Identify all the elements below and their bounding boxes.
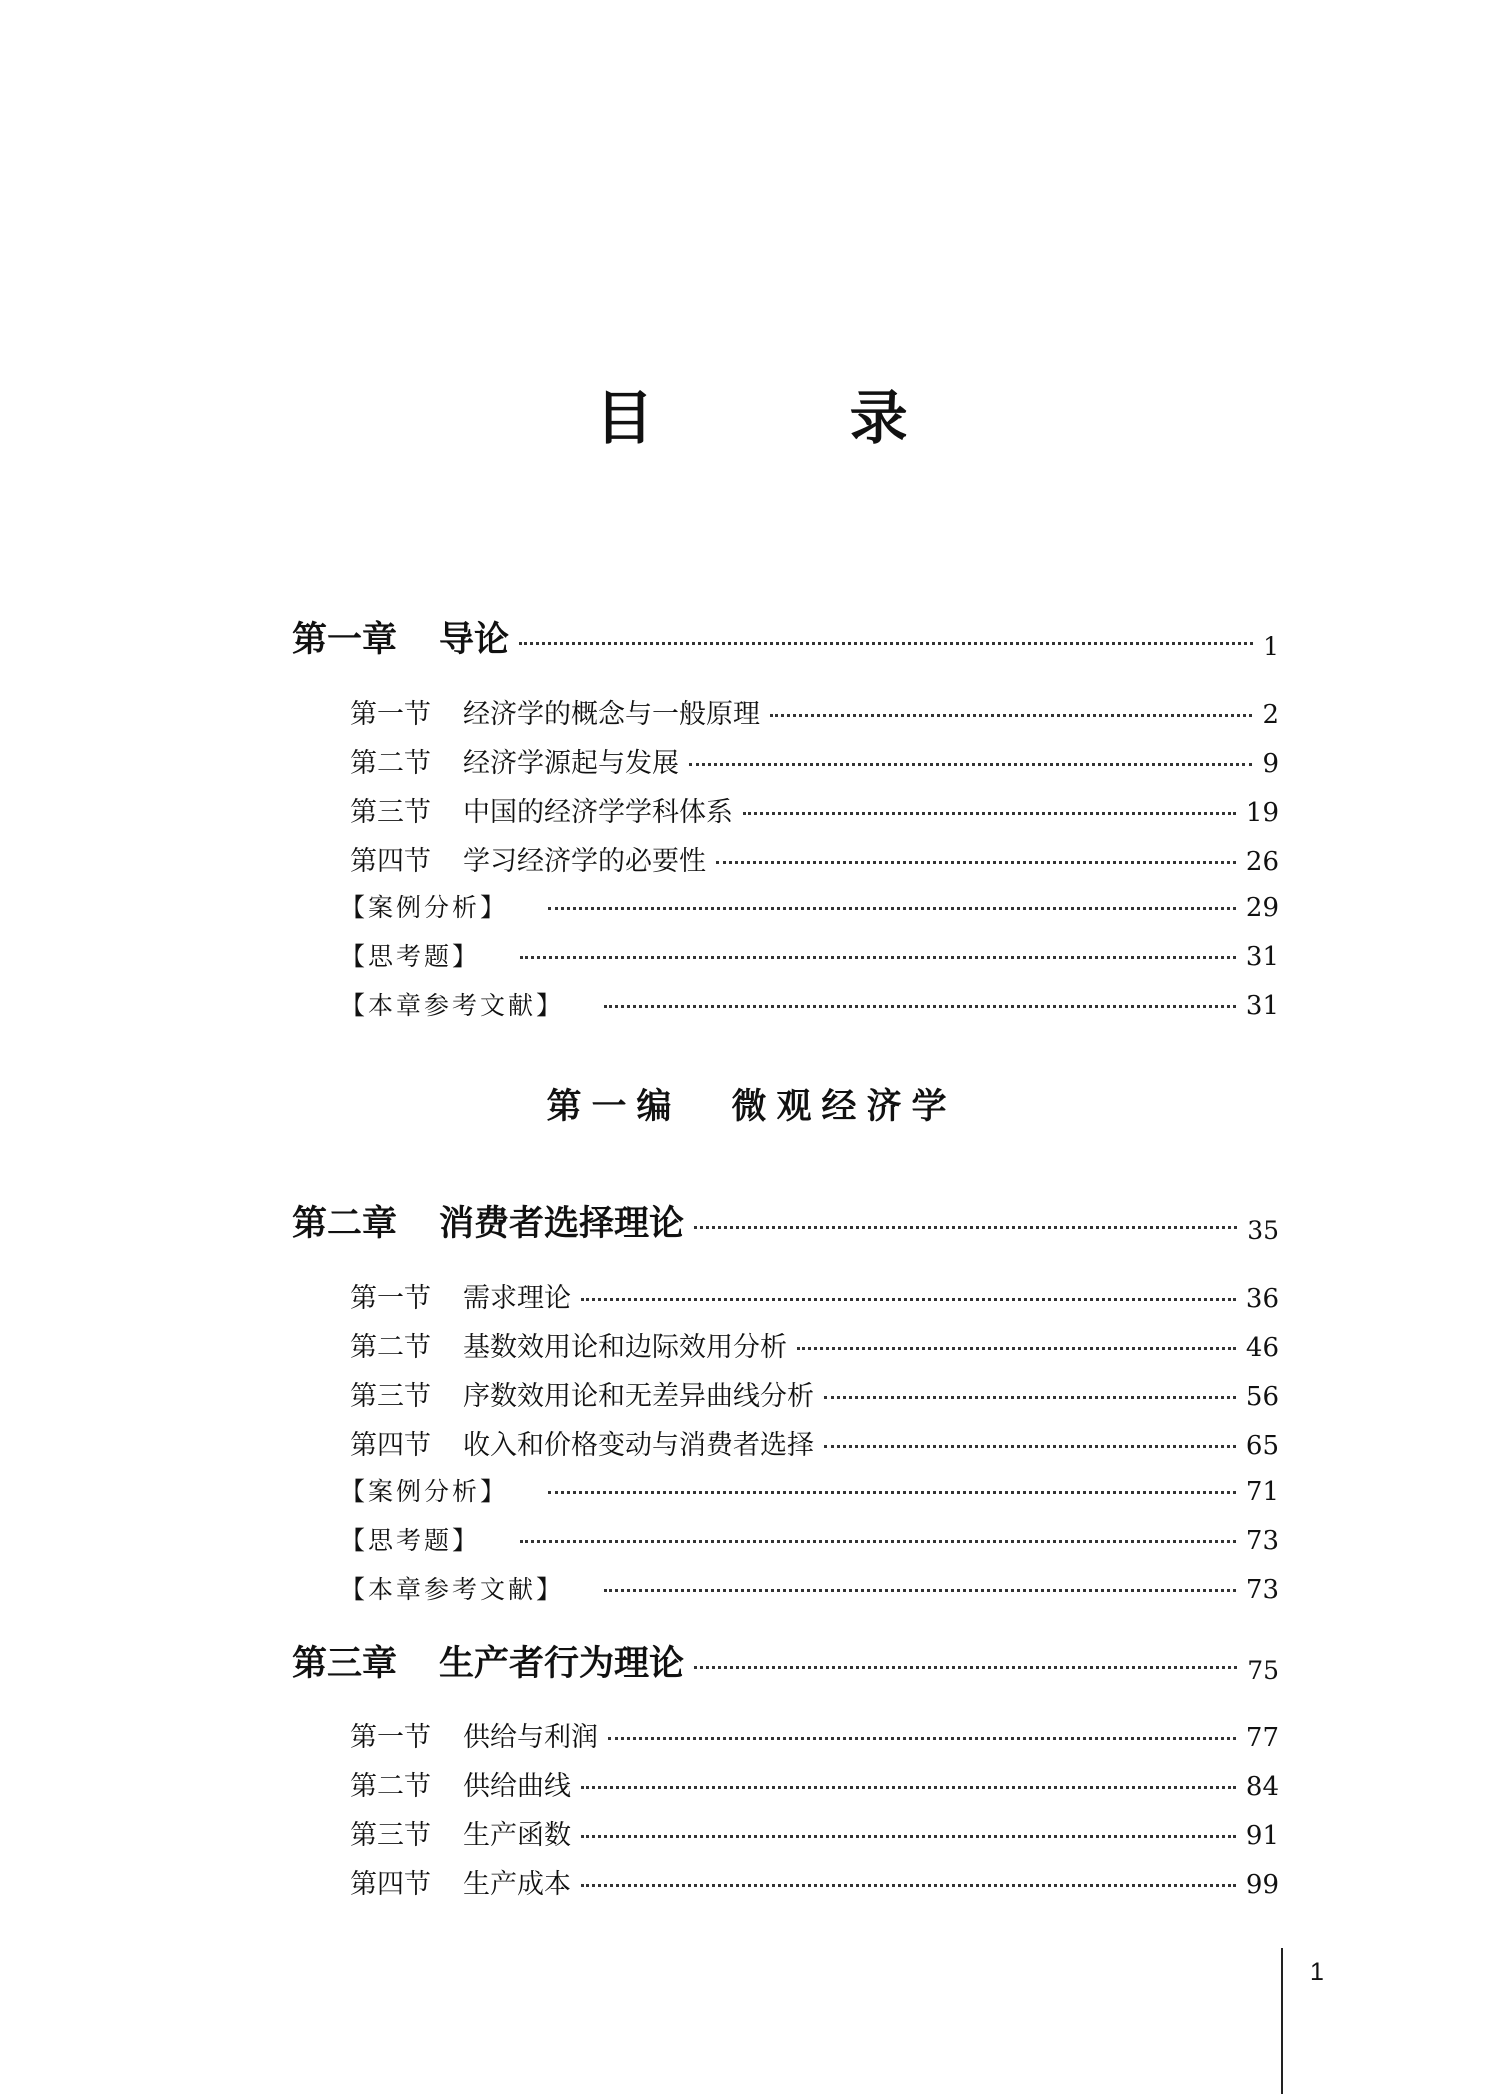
section-number: 第三节 <box>350 797 431 828</box>
dot-leader <box>604 1005 1236 1008</box>
dot-leader <box>824 1445 1236 1448</box>
toc-extra[interactable] <box>340 1570 1279 1614</box>
section-title: 生产函数 <box>463 1820 571 1851</box>
dot-leader <box>797 1347 1236 1350</box>
page-ref: 29 <box>1245 893 1279 923</box>
toc-title: 目 录 <box>595 384 996 452</box>
chapter-title: 生产者行为理论 <box>439 1643 685 1684</box>
section-number: 第一节 <box>350 1722 431 1753</box>
section-number: 第一节 <box>350 699 431 730</box>
toc-section[interactable] <box>350 1276 1279 1320</box>
section-number: 第二节 <box>350 1771 431 1802</box>
chapter-number: 第一章 <box>292 619 398 660</box>
toc-chapter-1[interactable] <box>292 612 1279 672</box>
dot-leader <box>520 1540 1236 1543</box>
toc-section[interactable] <box>350 1423 1279 1467</box>
toc-section[interactable] <box>350 1862 1279 1906</box>
page-ref: 73 <box>1245 1575 1279 1605</box>
page-number: 1 <box>1310 1958 1324 1986</box>
section-number: 第四节 <box>350 846 431 877</box>
page-ref: 2 <box>1262 700 1279 730</box>
page-ref: 77 <box>1245 1723 1279 1753</box>
section-number: 第四节 <box>350 1869 431 1900</box>
section-title: 供给与利润 <box>463 1722 598 1753</box>
page-ref: 9 <box>1262 749 1279 779</box>
chapter-number: 第二章 <box>292 1203 398 1244</box>
page-ref: 75 <box>1247 1656 1279 1685</box>
dot-leader <box>581 1884 1236 1887</box>
section-title: 经济学源起与发展 <box>463 748 679 779</box>
toc-section[interactable] <box>350 1715 1279 1759</box>
page-ref: 65 <box>1245 1431 1279 1461</box>
dot-leader <box>548 907 1236 910</box>
page-ref: 71 <box>1245 1477 1279 1507</box>
chapter-number: 第三章 <box>292 1643 398 1684</box>
extra-title: 【思考题】 <box>340 942 481 971</box>
section-title: 中国的经济学学科体系 <box>463 797 733 828</box>
dot-leader <box>716 861 1236 864</box>
page-ref: 31 <box>1245 942 1279 972</box>
section-number: 第四节 <box>350 1430 431 1461</box>
toc-section[interactable] <box>350 839 1279 883</box>
toc-section[interactable] <box>350 790 1279 834</box>
page-ref: 1 <box>1263 632 1279 661</box>
dot-leader <box>694 1226 1237 1229</box>
section-number: 第一节 <box>350 1283 431 1314</box>
extra-title: 【案例分析】 <box>340 893 509 922</box>
chapter-title: 导论 <box>439 619 510 660</box>
section-number: 第二节 <box>350 748 431 779</box>
dot-leader <box>581 1835 1236 1838</box>
toc-section[interactable] <box>350 1374 1279 1418</box>
page-margin-rule <box>1281 1948 1283 2094</box>
page-ref: 35 <box>1247 1216 1279 1245</box>
page-ref: 36 <box>1245 1284 1279 1314</box>
dot-leader <box>689 763 1252 766</box>
toc-extra[interactable] <box>340 937 1279 981</box>
extra-title: 【案例分析】 <box>340 1477 509 1506</box>
section-number: 第三节 <box>350 1820 431 1851</box>
dot-leader <box>770 714 1252 717</box>
part-number: 第一编 <box>546 1086 682 1127</box>
toc-section[interactable] <box>350 741 1279 785</box>
section-title: 基数效用论和边际效用分析 <box>463 1332 787 1363</box>
extra-title: 【本章参考文献】 <box>340 991 565 1020</box>
page-ref: 84 <box>1245 1772 1279 1802</box>
toc-chapter-2[interactable] <box>292 1196 1279 1256</box>
extra-title: 【思考题】 <box>340 1526 481 1555</box>
part-title: 微观经济学 <box>731 1086 957 1127</box>
dot-leader <box>581 1298 1236 1301</box>
dot-leader <box>520 956 1236 959</box>
dot-leader <box>743 812 1236 815</box>
toc-chapter-3[interactable] <box>292 1636 1279 1696</box>
page-ref: 26 <box>1245 847 1279 877</box>
section-title: 收入和价格变动与消费者选择 <box>463 1430 814 1461</box>
dot-leader <box>608 1737 1236 1740</box>
section-title: 生产成本 <box>463 1869 571 1900</box>
dot-leader <box>694 1666 1237 1669</box>
section-title: 学习经济学的必要性 <box>463 846 706 877</box>
page-ref: 56 <box>1245 1382 1279 1412</box>
dot-leader <box>581 1786 1236 1789</box>
dot-leader <box>548 1491 1236 1494</box>
toc-section[interactable] <box>350 692 1279 736</box>
page-ref: 19 <box>1245 798 1279 828</box>
section-number: 第三节 <box>350 1381 431 1412</box>
chapter-title: 消费者选择理论 <box>439 1203 685 1244</box>
toc-extra[interactable] <box>340 1521 1279 1565</box>
section-title: 需求理论 <box>463 1283 571 1314</box>
toc-extra[interactable] <box>340 888 1279 932</box>
section-number: 第二节 <box>350 1332 431 1363</box>
dot-leader <box>604 1589 1236 1592</box>
toc-extra[interactable] <box>340 986 1279 1030</box>
page-ref: 73 <box>1245 1526 1279 1556</box>
page-ref: 91 <box>1245 1821 1279 1851</box>
toc-section[interactable] <box>350 1813 1279 1857</box>
toc-section[interactable] <box>350 1325 1279 1369</box>
page-ref: 31 <box>1245 991 1279 1021</box>
toc-extra[interactable] <box>340 1472 1279 1516</box>
dot-leader <box>519 642 1253 645</box>
dot-leader <box>824 1396 1236 1399</box>
page-ref: 99 <box>1245 1870 1279 1900</box>
part-heading <box>0 1079 1503 1129</box>
toc-section[interactable] <box>350 1764 1279 1808</box>
section-title: 经济学的概念与一般原理 <box>463 699 760 730</box>
extra-title: 【本章参考文献】 <box>340 1575 565 1604</box>
section-title: 供给曲线 <box>463 1771 571 1802</box>
page-ref: 46 <box>1245 1333 1279 1363</box>
section-title: 序数效用论和无差异曲线分析 <box>463 1381 814 1412</box>
